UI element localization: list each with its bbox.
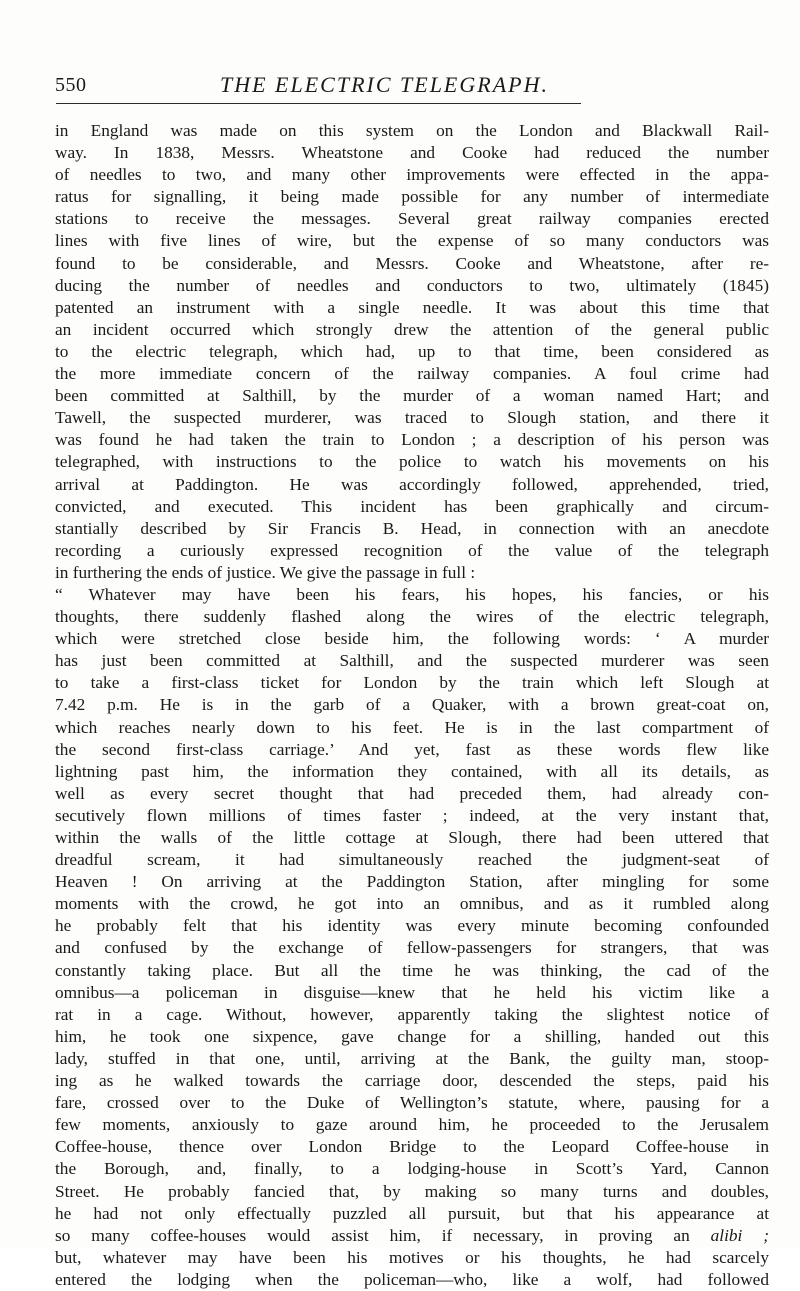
text-line: was found he had taken the train to London ; a description of his person was (55, 430, 769, 450)
text-line: the Borough, and, finally, to a lodging-house in Scott’s Yard, Cannon (55, 1159, 769, 1179)
text-line: ing as he walked towards the carriage door, descended the steps, paid his (55, 1071, 769, 1091)
text-line: well as every secret thought that had preceded them, had already con- (55, 783, 769, 803)
text-line: but, whatever may have been his motives or his thoughts, he had scarcely (55, 1247, 769, 1267)
text-line: he probably felt that his identity was every minute becoming confounded (55, 916, 769, 936)
text-line: omnibus—a policeman in disguise—knew that he held his victim like a (55, 982, 769, 1002)
body-text (55, 120, 769, 1291)
text-line: arrival at Paddington. He was accordingly followed, apprehended, tried, (55, 474, 769, 494)
text-line: recording a curiously expressed recognition of the value of the telegraph (55, 540, 769, 560)
text-line: moments with the crowd, he got into an omnibus, and as it rumbled along (55, 894, 769, 914)
text-line: the second first-class carriage.’ And yet, fast as these words flew like (55, 739, 769, 759)
text-line: entered the lodging when the policeman—who, like a wolf, had followed (55, 1269, 769, 1289)
text-line: fare, crossed over to the Duke of Wellington’s statute, where, pausing for a (55, 1093, 769, 1113)
text-line: 7.42 p.m. He is in the garb of a Quaker, with a brown great-coat on, (55, 695, 769, 715)
text-line: Coffee-house, thence over London Bridge to the Leopard Coffee-house in (55, 1137, 769, 1157)
text-line: in England was made on this system on the London and Blackwall Rail- (55, 121, 769, 140)
text-line: constantly taking place. But all the time he was thinking, the cad of the (55, 960, 769, 980)
text-line: in furthering the ends of justice. We give the passage in full : (55, 562, 476, 582)
text-line: “ Whatever may have been his fears, his hopes, his fancies, or his (55, 584, 769, 604)
header-rule (56, 103, 581, 104)
text-line: lady, stuffed in that one, until, arriving at the Bank, the guilty man, stoop- (55, 1048, 769, 1068)
text-line: been committed at Salthill, by the murder of a woman named Hart; and (55, 386, 769, 406)
page-number: 550 (55, 74, 87, 96)
text-line: lightning past him, the information they contained, with all its details, as (55, 761, 769, 781)
text-line: secutively flown millions of times faster ; indeed, at the very instant that, (55, 805, 769, 825)
text-line: to take a first-class ticket for London by the train which left Slough at (55, 673, 769, 693)
text-line: dreadful scream, it had simultaneously reached the judgment-seat of (55, 850, 769, 870)
text-line: an incident occurred which strongly drew the attention of the general public (55, 319, 769, 339)
text-line: lines with five lines of wire, but the expense of so many conductors was (55, 231, 769, 251)
text-line: him, he took one sixpence, gave change for a shilling, handed out this (55, 1026, 769, 1046)
page-header (55, 70, 772, 102)
text-line: few moments, anxiously to gaze around him, he proceeded to the Jerusalem (55, 1115, 769, 1135)
text-line: thoughts, there suddenly flashed along the wires of the electric telegraph, (55, 607, 769, 627)
text-line: and confused by the exchange of fellow-passengers for strangers, that was (55, 938, 769, 958)
text-line: patented an instrument with a single needle. It was about this time that (55, 297, 769, 317)
text-line: telegraphed, with instructions to the police to watch his movements on his (55, 452, 769, 472)
text-line: he had not only effectually puzzled all pursuit, but that his appearance at (55, 1203, 769, 1223)
text-line: stantially described by Sir Francis B. Head, in connection with an anecdote (55, 518, 769, 538)
text-line: Heaven ! On arriving at the Paddington Station, after mingling for some (55, 872, 769, 892)
text-line: Street. He probably fancied that, by making so many turns and doubles, (55, 1181, 769, 1201)
text-line: convicted, and executed. This incident has been graphically and circum- (55, 496, 769, 516)
text-line: within the walls of the little cottage at Slough, there had been uttered that (55, 828, 769, 847)
text-line: so many coffee-houses would assist him, if necessary, in proving an alibi ; (55, 1225, 770, 1245)
text-line: which reaches nearly down to his feet. He is in the last compartment of (55, 717, 769, 737)
text-line: which were stretched close beside him, the following words: ‘ A murder (55, 629, 769, 649)
text-line: found to be considerable, and Messrs. Cooke and Wheatstone, after re- (55, 253, 769, 273)
text-line: Tawell, the suspected murderer, was traced to Slough station, and there it (55, 408, 769, 428)
text-line: ducing the number of needles and conductors to two, ultimately (1845) (55, 275, 769, 295)
text-line: of needles to two, and many other improvements were effected in the appa- (55, 165, 769, 185)
text-line: way. In 1838, Messrs. Wheatstone and Cooke had reduced the number (55, 143, 769, 163)
text-line: ratus for signalling, it being made possible for any number of intermediate (55, 187, 769, 207)
running-head: THE ELECTRIC TELEGRAPH. (220, 72, 549, 97)
text-line: to the electric telegraph, which had, up to that time, been considered as (55, 341, 769, 361)
text-line: stations to receive the messages. Several great railway companies erected (55, 209, 769, 229)
text-line: the more immediate concern of the railway companies. A foul crime had (55, 364, 769, 384)
text-line: rat in a cage. Without, however, apparently taking the slightest notice of (55, 1004, 769, 1024)
text-line: has just been committed at Salthill, and the suspected murderer was seen (55, 651, 769, 671)
